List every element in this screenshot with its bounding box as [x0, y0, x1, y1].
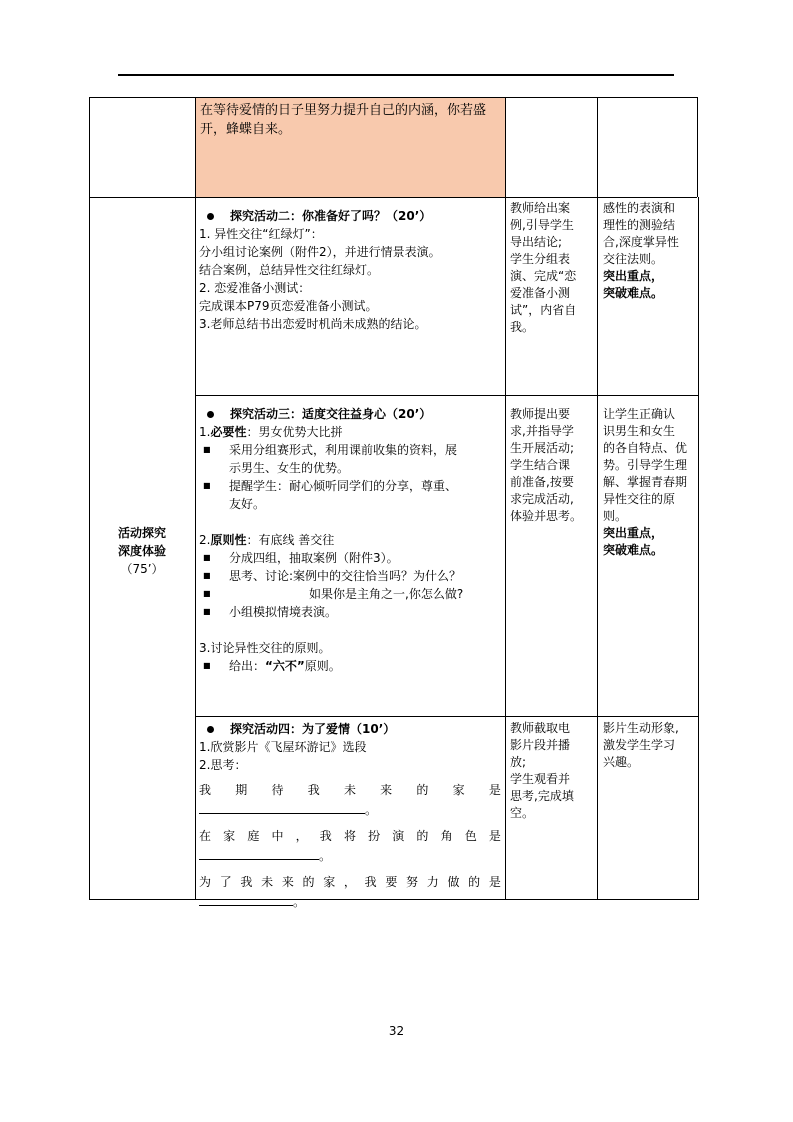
- activity3-content: [199, 405, 501, 675]
- question-char: 我: [307, 783, 320, 797]
- activity4-line1: 1.欣赏影片《飞屋环游记》选段: [199, 740, 367, 754]
- question-char: 庭: [247, 829, 260, 843]
- activity3-section3: 3.讨论异性交往的原则。: [199, 641, 331, 655]
- activity2-content: [199, 207, 501, 333]
- blank-1: [199, 800, 501, 820]
- activity2-intent-bold: 突破难点。: [603, 286, 664, 300]
- question-char: 努: [406, 875, 419, 889]
- activity2-line: 结合案例，总结异性交往红绿灯。: [199, 263, 380, 277]
- question-char: 家: [452, 783, 465, 797]
- activity4-content: [199, 720, 501, 912]
- activity2-line: 分小组讨论案例（附件2），并进行情景表演。: [199, 245, 441, 259]
- question-char: 的: [416, 783, 429, 797]
- s1-b2-line: 友好。: [229, 497, 266, 511]
- activity2-intent-bold: 突出重点，: [603, 269, 664, 283]
- activity3-intent-bold: 突出重点，: [603, 526, 664, 540]
- bullet-dot-icon: [207, 213, 214, 220]
- question-char: 未: [343, 783, 356, 797]
- question-char: 角: [440, 829, 453, 843]
- activity3-intent-line: 让学生正确认: [603, 407, 676, 421]
- activity2-teacher-line: 教师给出案: [510, 201, 571, 215]
- activity3-intent-line: 的各自特点、优: [603, 441, 688, 455]
- list-item: [199, 567, 501, 585]
- activity4-teacher-line: 放;: [510, 755, 527, 769]
- s2-rest: ：有底线 善交往: [246, 533, 335, 547]
- question-char: 我: [319, 829, 332, 843]
- activity3-teacher-line: 体验并思考。: [510, 509, 583, 523]
- activity3-teacher-line: 生开展活动;: [510, 441, 575, 455]
- list-item: [199, 477, 501, 513]
- s2-b2: 思考、讨论:案例中的交往恰当吗？为什么？: [229, 569, 462, 583]
- activity3-teacher: [510, 406, 596, 525]
- question-char: 扮: [368, 829, 381, 843]
- activity3-section2: [199, 531, 501, 549]
- list-item: [199, 657, 501, 675]
- activity4-title-text: 探究活动四：为了爱情（10’）: [230, 722, 396, 736]
- question-char: 是: [488, 875, 501, 889]
- activity2-intent-line: 合,深度掌异性: [603, 235, 679, 249]
- activity2-teacher-line: 例,引导学生: [510, 218, 574, 232]
- fill-blank[interactable]: [199, 801, 365, 814]
- activity4-teacher-line: 教师截取电: [510, 721, 571, 735]
- activity2-intent: [603, 200, 697, 302]
- question-char: 色: [464, 829, 477, 843]
- question-char: 做: [447, 875, 460, 889]
- activity2-line: 完成课本P79页恋爱准备小测试。: [199, 299, 378, 313]
- question-char: 力: [426, 875, 439, 889]
- question-char: ，: [295, 829, 308, 843]
- list-item: [199, 549, 501, 567]
- s2-label: 原则性: [210, 533, 247, 547]
- period: 。: [319, 849, 332, 863]
- activity2-line: 1. 异性交往“红绿灯”：: [199, 227, 323, 241]
- square-bullet-icon: ■: [203, 661, 211, 670]
- activity3-intent-line: 则。: [603, 509, 628, 523]
- square-bullet-icon: ■: [203, 589, 211, 598]
- s1-b1-line: 示男生、女生的优势。: [229, 461, 350, 475]
- activity3-teacher-line: 教师提出要: [510, 407, 571, 421]
- activity4-intent: [603, 720, 697, 771]
- list-item: [199, 441, 501, 477]
- question-char: 是: [488, 783, 501, 797]
- activity4-title: [199, 720, 501, 738]
- period: 。: [365, 803, 378, 817]
- s2-b1: 分成四组，抽取案例（附件3）。: [229, 551, 399, 565]
- fill-blank[interactable]: [199, 893, 293, 906]
- s1-b2-line: 提醒学生：耐心倾听同学们的分享，尊重、: [229, 479, 458, 493]
- activity3-title: [199, 405, 501, 423]
- activity2-teacher: [510, 200, 596, 336]
- activity3-intent-line: 势。引导学生理: [603, 458, 688, 472]
- fill-blank[interactable]: [199, 847, 319, 860]
- question-1: [199, 780, 501, 800]
- question-3: [199, 872, 501, 892]
- activity2-teacher-line: 演、完成“恋: [510, 269, 577, 283]
- question-char: 我: [364, 875, 377, 889]
- question-char: 要: [385, 875, 398, 889]
- activity2-intent-line: 理性的测验结: [603, 218, 676, 232]
- activity3-section1: [199, 423, 501, 441]
- activity3-teacher-line: 求完成活动,: [510, 492, 574, 506]
- activity3-teacher-line: 学生结合课: [510, 458, 571, 472]
- activity4-teacher-line: 空。: [510, 806, 535, 820]
- question-2: [199, 826, 501, 846]
- activity3-intent-line: 异性交往的原: [603, 492, 676, 506]
- s2-num: 2.: [199, 533, 211, 547]
- list-item: [199, 585, 501, 603]
- activity4-teacher-line: 思考,完成填: [510, 789, 574, 803]
- s2-b4: 小组模拟情境表演。: [229, 605, 338, 619]
- question-char: 中: [271, 829, 284, 843]
- stage-label: [89, 524, 195, 578]
- s1-label: 必要性: [210, 425, 247, 439]
- question-char: 我: [199, 783, 212, 797]
- question-char: 待: [271, 783, 284, 797]
- square-bullet-icon: ■: [203, 553, 211, 562]
- activity4-teacher-line: 学生观看并: [510, 772, 571, 786]
- square-bullet-icon: ■: [203, 481, 211, 490]
- activity4-intent-line: 兴趣。: [603, 755, 640, 769]
- activity2-line: 2. 恋爱准备小测试：: [199, 281, 311, 295]
- blank-2: [199, 846, 501, 866]
- blank-3: [199, 892, 501, 912]
- activity3-intent: [603, 406, 697, 559]
- question-char: 期: [235, 783, 248, 797]
- question-char: 来: [281, 875, 294, 889]
- activity4-line2: 2.思考：: [199, 758, 247, 772]
- question-char: 了: [219, 875, 232, 889]
- bullet-dot-icon: [207, 726, 214, 733]
- list-item: [199, 603, 501, 621]
- activity2-title: [199, 207, 501, 225]
- s1-b1-line: 采用分组赛形式，利用课前收集的资料，展: [229, 443, 458, 457]
- square-bullet-icon: ■: [203, 445, 211, 454]
- question-char: 来: [380, 783, 393, 797]
- activity4-intent-line: 影片生动形象,: [603, 721, 679, 735]
- row1-text: 在等待爱情的日子里努力提升自己的内涵，你若盛开，蜂蝶自来。: [200, 103, 487, 137]
- question-char: 的: [468, 875, 481, 889]
- activity2-intent-line: 感性的表演和: [603, 201, 676, 215]
- s3-b1-bold: “六不”: [265, 659, 305, 673]
- question-char: 为: [199, 875, 212, 889]
- question-char: 未: [261, 875, 274, 889]
- activity2-intent-line: 交往法则。: [603, 252, 664, 266]
- question-char: ，: [343, 875, 356, 889]
- activity3-intent-bold: 突破难点。: [603, 543, 664, 557]
- question-char: 家: [223, 829, 236, 843]
- activity3-intent-line: 解、掌握青春期: [603, 475, 688, 489]
- row1-content: [200, 101, 500, 139]
- activity2-teacher-line: 导出结论;: [510, 235, 563, 249]
- activity3-intent-line: 识男生和女生: [603, 424, 676, 438]
- header-rule: [118, 74, 674, 76]
- activity4-intent-line: 激发学生学习: [603, 738, 676, 752]
- question-char: 的: [416, 829, 429, 843]
- bullet-dot-icon: [207, 411, 214, 418]
- page-number: 32: [388, 1024, 405, 1038]
- activity2-teacher-line: 我。: [510, 320, 535, 334]
- activity3-teacher-line: 前准备,按要: [510, 475, 574, 489]
- activity2-line: 3.老师总结书出恋爱时机尚未成熟的结论。: [199, 317, 427, 331]
- activity3-title-text: 探究活动三：适度交往益身心（20’）: [230, 407, 432, 421]
- activity2-title-text: 探究活动二：你准备好了吗？（20’）: [230, 209, 432, 223]
- s1-num: 1.: [199, 425, 211, 439]
- activity2-teacher-line: 爱准备小测: [510, 286, 571, 300]
- activity2-teacher-line: 试”，内省自: [510, 303, 577, 317]
- question-char: 的: [302, 875, 315, 889]
- activity4-teacher: [510, 720, 596, 822]
- question-char: 演: [392, 829, 405, 843]
- question-char: 在: [199, 829, 212, 843]
- question-char: 我: [240, 875, 253, 889]
- s1-rest: ：男女优势大比拼: [246, 425, 343, 439]
- activity2-teacher-line: 学生分组表: [510, 252, 571, 266]
- s2-b3: 如果你是主角之一,你怎么做?: [309, 587, 464, 601]
- stage-label-line3: （75’）: [120, 562, 164, 576]
- question-char: 将: [343, 829, 356, 843]
- s3-b1-post: 原则。: [304, 659, 341, 673]
- square-bullet-icon: ■: [203, 607, 211, 616]
- question-char: 是: [488, 829, 501, 843]
- s3-b1-pre: 给出：: [229, 659, 266, 673]
- square-bullet-icon: ■: [203, 571, 211, 580]
- activity4-teacher-line: 影片段并播: [510, 738, 571, 752]
- stage-label-line1: 活动探究: [117, 526, 166, 540]
- period: 。: [293, 895, 306, 909]
- activity3-teacher-line: 求,并指导学: [510, 424, 574, 438]
- stage-label-line2: 深度体验: [117, 544, 166, 558]
- question-char: 家: [323, 875, 336, 889]
